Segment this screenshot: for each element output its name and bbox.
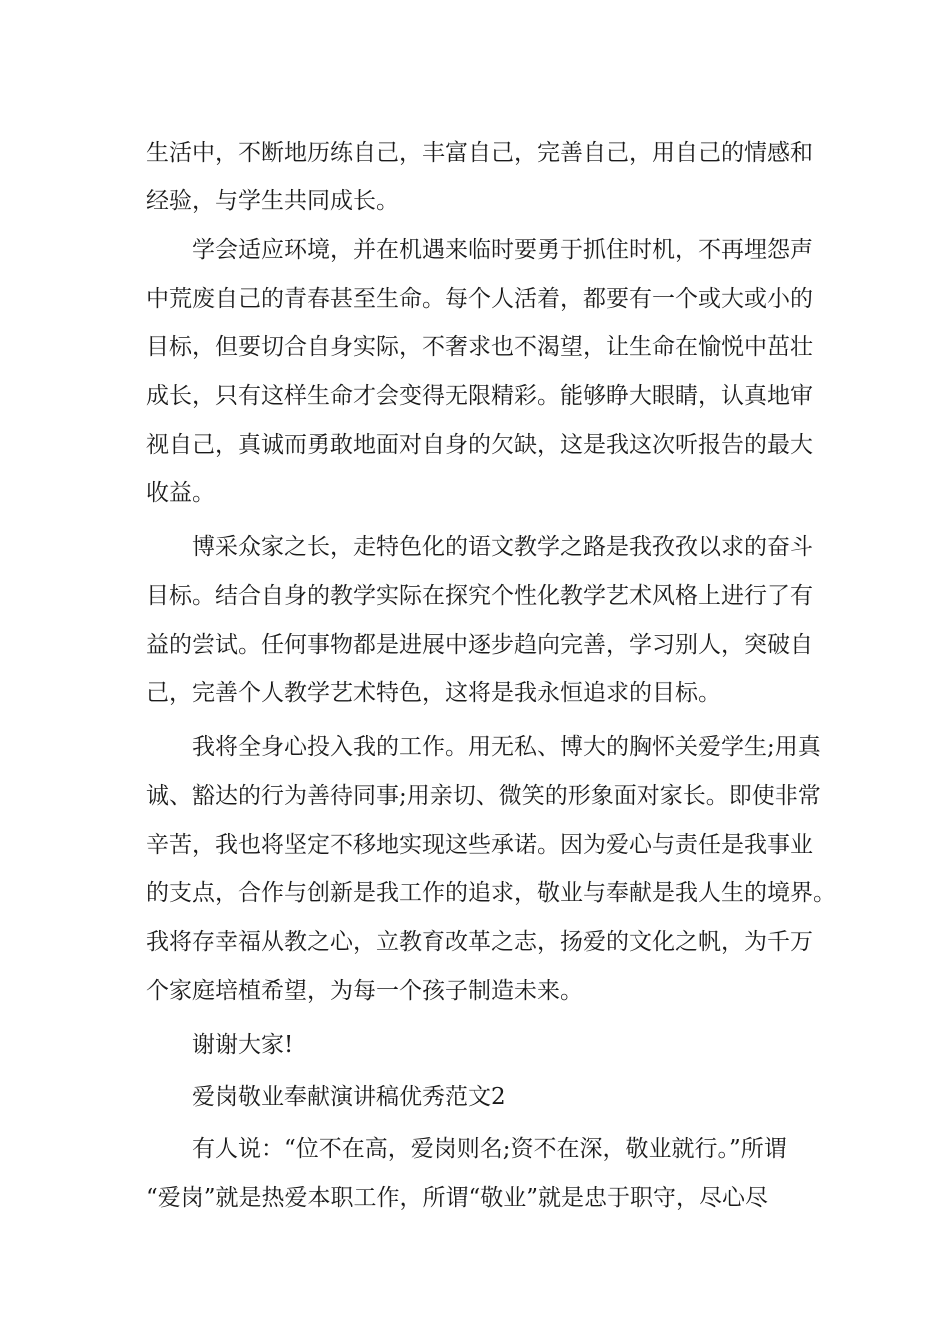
text-line xyxy=(0,379,950,413)
line-text: 中荒废自己的青春甚至生命。每个人活着，都要有一个或大或小的 xyxy=(146,286,813,312)
text-line xyxy=(0,428,950,462)
text-line xyxy=(0,184,950,218)
line-text: 益的尝试。任何事物都是进展中逐步趋向完善，学习别人，突破自 xyxy=(146,632,813,658)
line-text: 诚、豁达的行为善待同事;用亲切、微笑的形象面对家长。即使非常 xyxy=(146,783,821,809)
text-line xyxy=(0,628,950,662)
text-line xyxy=(0,330,950,364)
text-line xyxy=(0,530,950,564)
line-text: 目标。结合自身的教学实际在探究个性化教学艺术风格上进行了有 xyxy=(146,583,813,609)
line-text: 生活中，不断地历练自己，丰富自己，完善自己，用自己的情感和 xyxy=(146,140,813,166)
line-text: 谢谢大家! xyxy=(192,1032,294,1058)
line-text: 爱岗敬业奉献演讲稿优秀范文2 xyxy=(192,1084,506,1110)
line-text: 己，完善个人教学艺术特色，这将是我永恒追求的目标。 xyxy=(146,680,721,706)
text-line xyxy=(0,136,950,170)
text-line xyxy=(0,828,950,862)
text-line xyxy=(0,1132,950,1166)
text-line xyxy=(0,925,950,959)
text-line xyxy=(0,579,950,613)
text-line xyxy=(0,282,950,316)
text-line xyxy=(0,1080,950,1114)
line-text: 我将全身心投入我的工作。用无私、博大的胸怀关爱学生;用真 xyxy=(192,734,821,760)
line-text: 收益。 xyxy=(146,480,215,506)
line-text: 视自己，真诚而勇敢地面对自身的欠缺，这是我这次听报告的最大 xyxy=(146,432,813,458)
text-line xyxy=(0,233,950,267)
line-text: 有人说：“位不在高，爱岗则名;资不在深，敬业就行。”所谓 xyxy=(192,1136,787,1162)
text-line xyxy=(0,1028,950,1062)
line-text: 经验，与学生共同成长。 xyxy=(146,188,399,214)
text-line xyxy=(0,779,950,813)
text-line xyxy=(0,676,950,710)
text-line xyxy=(0,1181,950,1215)
text-line xyxy=(0,476,950,510)
text-line xyxy=(0,730,950,764)
line-text: 目标，但要切合自身实际，不奢求也不渴望，让生命在愉悦中茁壮 xyxy=(146,334,813,360)
line-text: 学会适应环境，并在机遇来临时要勇于抓住时机，不再埋怨声 xyxy=(192,237,813,263)
line-text: 辛苦，我也将坚定不移地实现这些承诺。因为爱心与责任是我事业 xyxy=(146,832,813,858)
line-text: 成长，只有这样生命才会变得无限精彩。能够睁大眼睛，认真地审 xyxy=(146,383,813,409)
line-text: 的支点，合作与创新是我工作的追求，敬业与奉献是我人生的境界。 xyxy=(146,880,836,906)
text-line xyxy=(0,876,950,910)
text-line xyxy=(0,974,950,1008)
line-text: “爱岗”就是热爱本职工作，所谓“敬业”就是忠于职守，尽心尽 xyxy=(146,1185,769,1211)
line-text: 博采众家之长，走特色化的语文教学之路是我孜孜以求的奋斗 xyxy=(192,534,813,560)
line-text: 我将存幸福从教之心，立教育改革之志，扬爱的文化之帆，为千万 xyxy=(146,929,813,955)
line-text: 个家庭培植希望，为每一个孩子制造未来。 xyxy=(146,978,583,1004)
